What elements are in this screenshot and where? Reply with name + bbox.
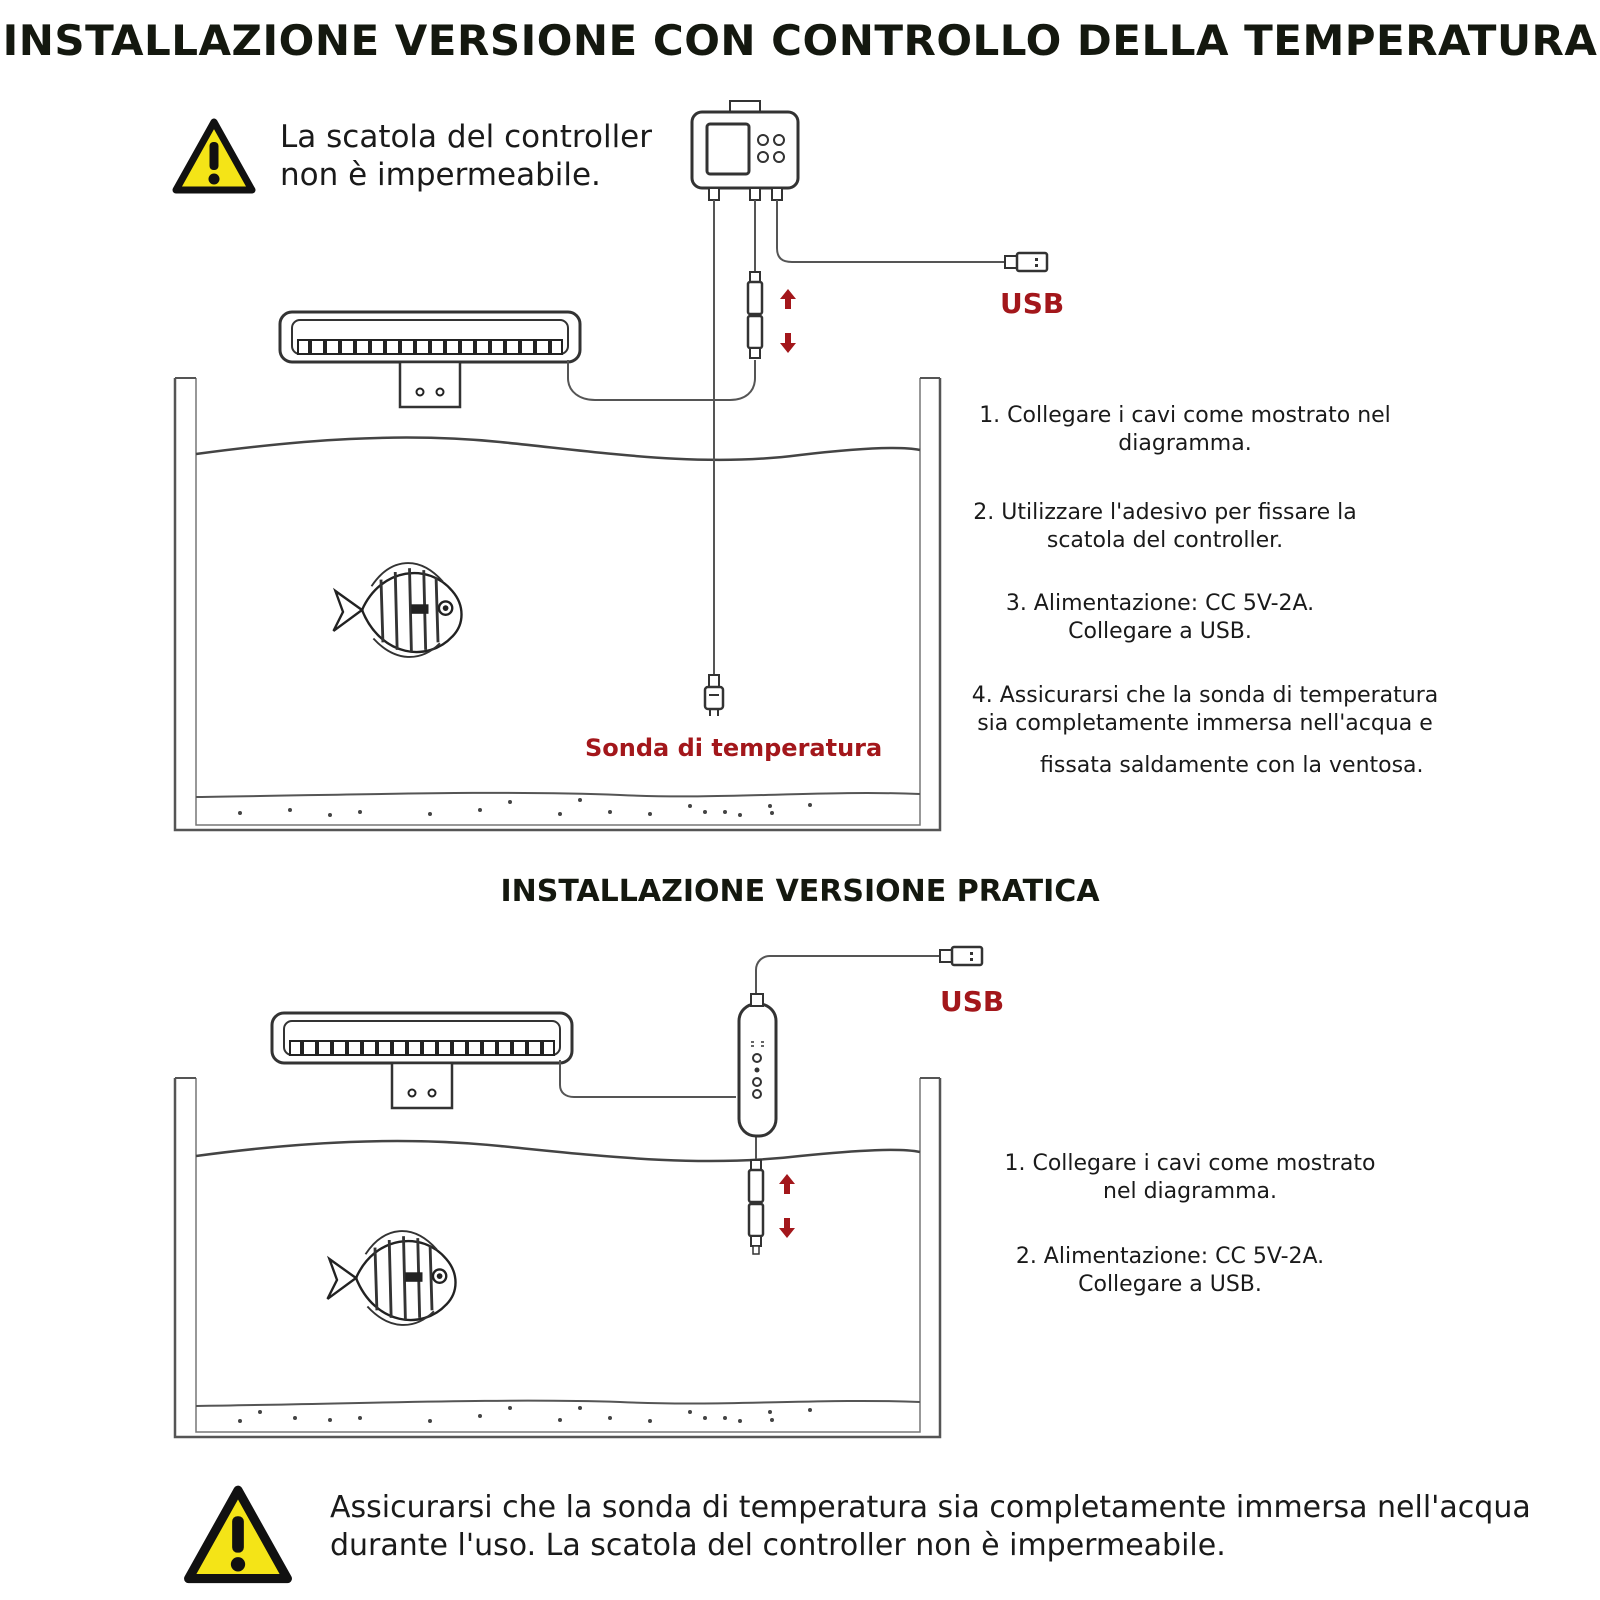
- usb-plug-icon: [1005, 253, 1047, 271]
- controller-box-top: [692, 101, 798, 200]
- cable-connector-top: [748, 272, 762, 358]
- step-1-practical: 1. Collegare i cavi come mostrato nel diagramma.: [1004, 1151, 1376, 1204]
- section-title-practical: INSTALLAZIONE VERSIONE PRATICA: [500, 874, 1100, 909]
- step-3-temp: 3. Alimentazione: CC 5V-2A. Collegare a USB.: [1005, 591, 1315, 644]
- aquarium-light-top: [280, 312, 580, 407]
- usb-label-top: USB: [1000, 287, 1065, 320]
- aquarium-light-bottom: [272, 1013, 572, 1108]
- warning-bottom-text: Assicurarsi che la sonda di temperatura sia completamente immersa nell'acqua durante l'uso. La scatola del controller non è impermeabile.: [330, 1490, 1531, 1563]
- temperature-probe-icon: [705, 675, 723, 716]
- step-2-practical: 2. Alimentazione: CC 5V-2A. Collegare a USB.: [1015, 1244, 1325, 1297]
- step-1-temp: 1. Collegare i cavi come mostrato nel diagramma.: [979, 403, 1391, 456]
- main-title: INSTALLAZIONE VERSIONE CON CONTROLLO DELLA TEMPERATURA: [2, 16, 1598, 65]
- warning-icon: [189, 1490, 288, 1578]
- connect-arrows-icon: [780, 289, 796, 353]
- probe-label: Sonda di temperatura: [585, 734, 883, 762]
- usb-label-bottom: USB: [940, 985, 1005, 1018]
- warning-top-text: La scatola del controller non è impermeabile.: [280, 119, 652, 193]
- step-2-temp: 2. Utilizzare l'adesivo per fissare la scatola del controller.: [973, 500, 1357, 553]
- connect-arrows-icon: [779, 1174, 795, 1238]
- aquarium-bottom: [175, 1013, 940, 1437]
- fish-icon: [334, 563, 462, 657]
- inline-controller: [739, 994, 776, 1136]
- step-4-temp: 4. Assicurarsi che la sonda di temperatura sia completamente immersa nell'acqua e fissata saldamente con la ventosa.: [971, 683, 1439, 778]
- warning-icon: [176, 122, 252, 190]
- cable-connector-bottom: [749, 1160, 763, 1246]
- fish-icon: [328, 1231, 456, 1325]
- usb-plug-icon: [940, 947, 982, 965]
